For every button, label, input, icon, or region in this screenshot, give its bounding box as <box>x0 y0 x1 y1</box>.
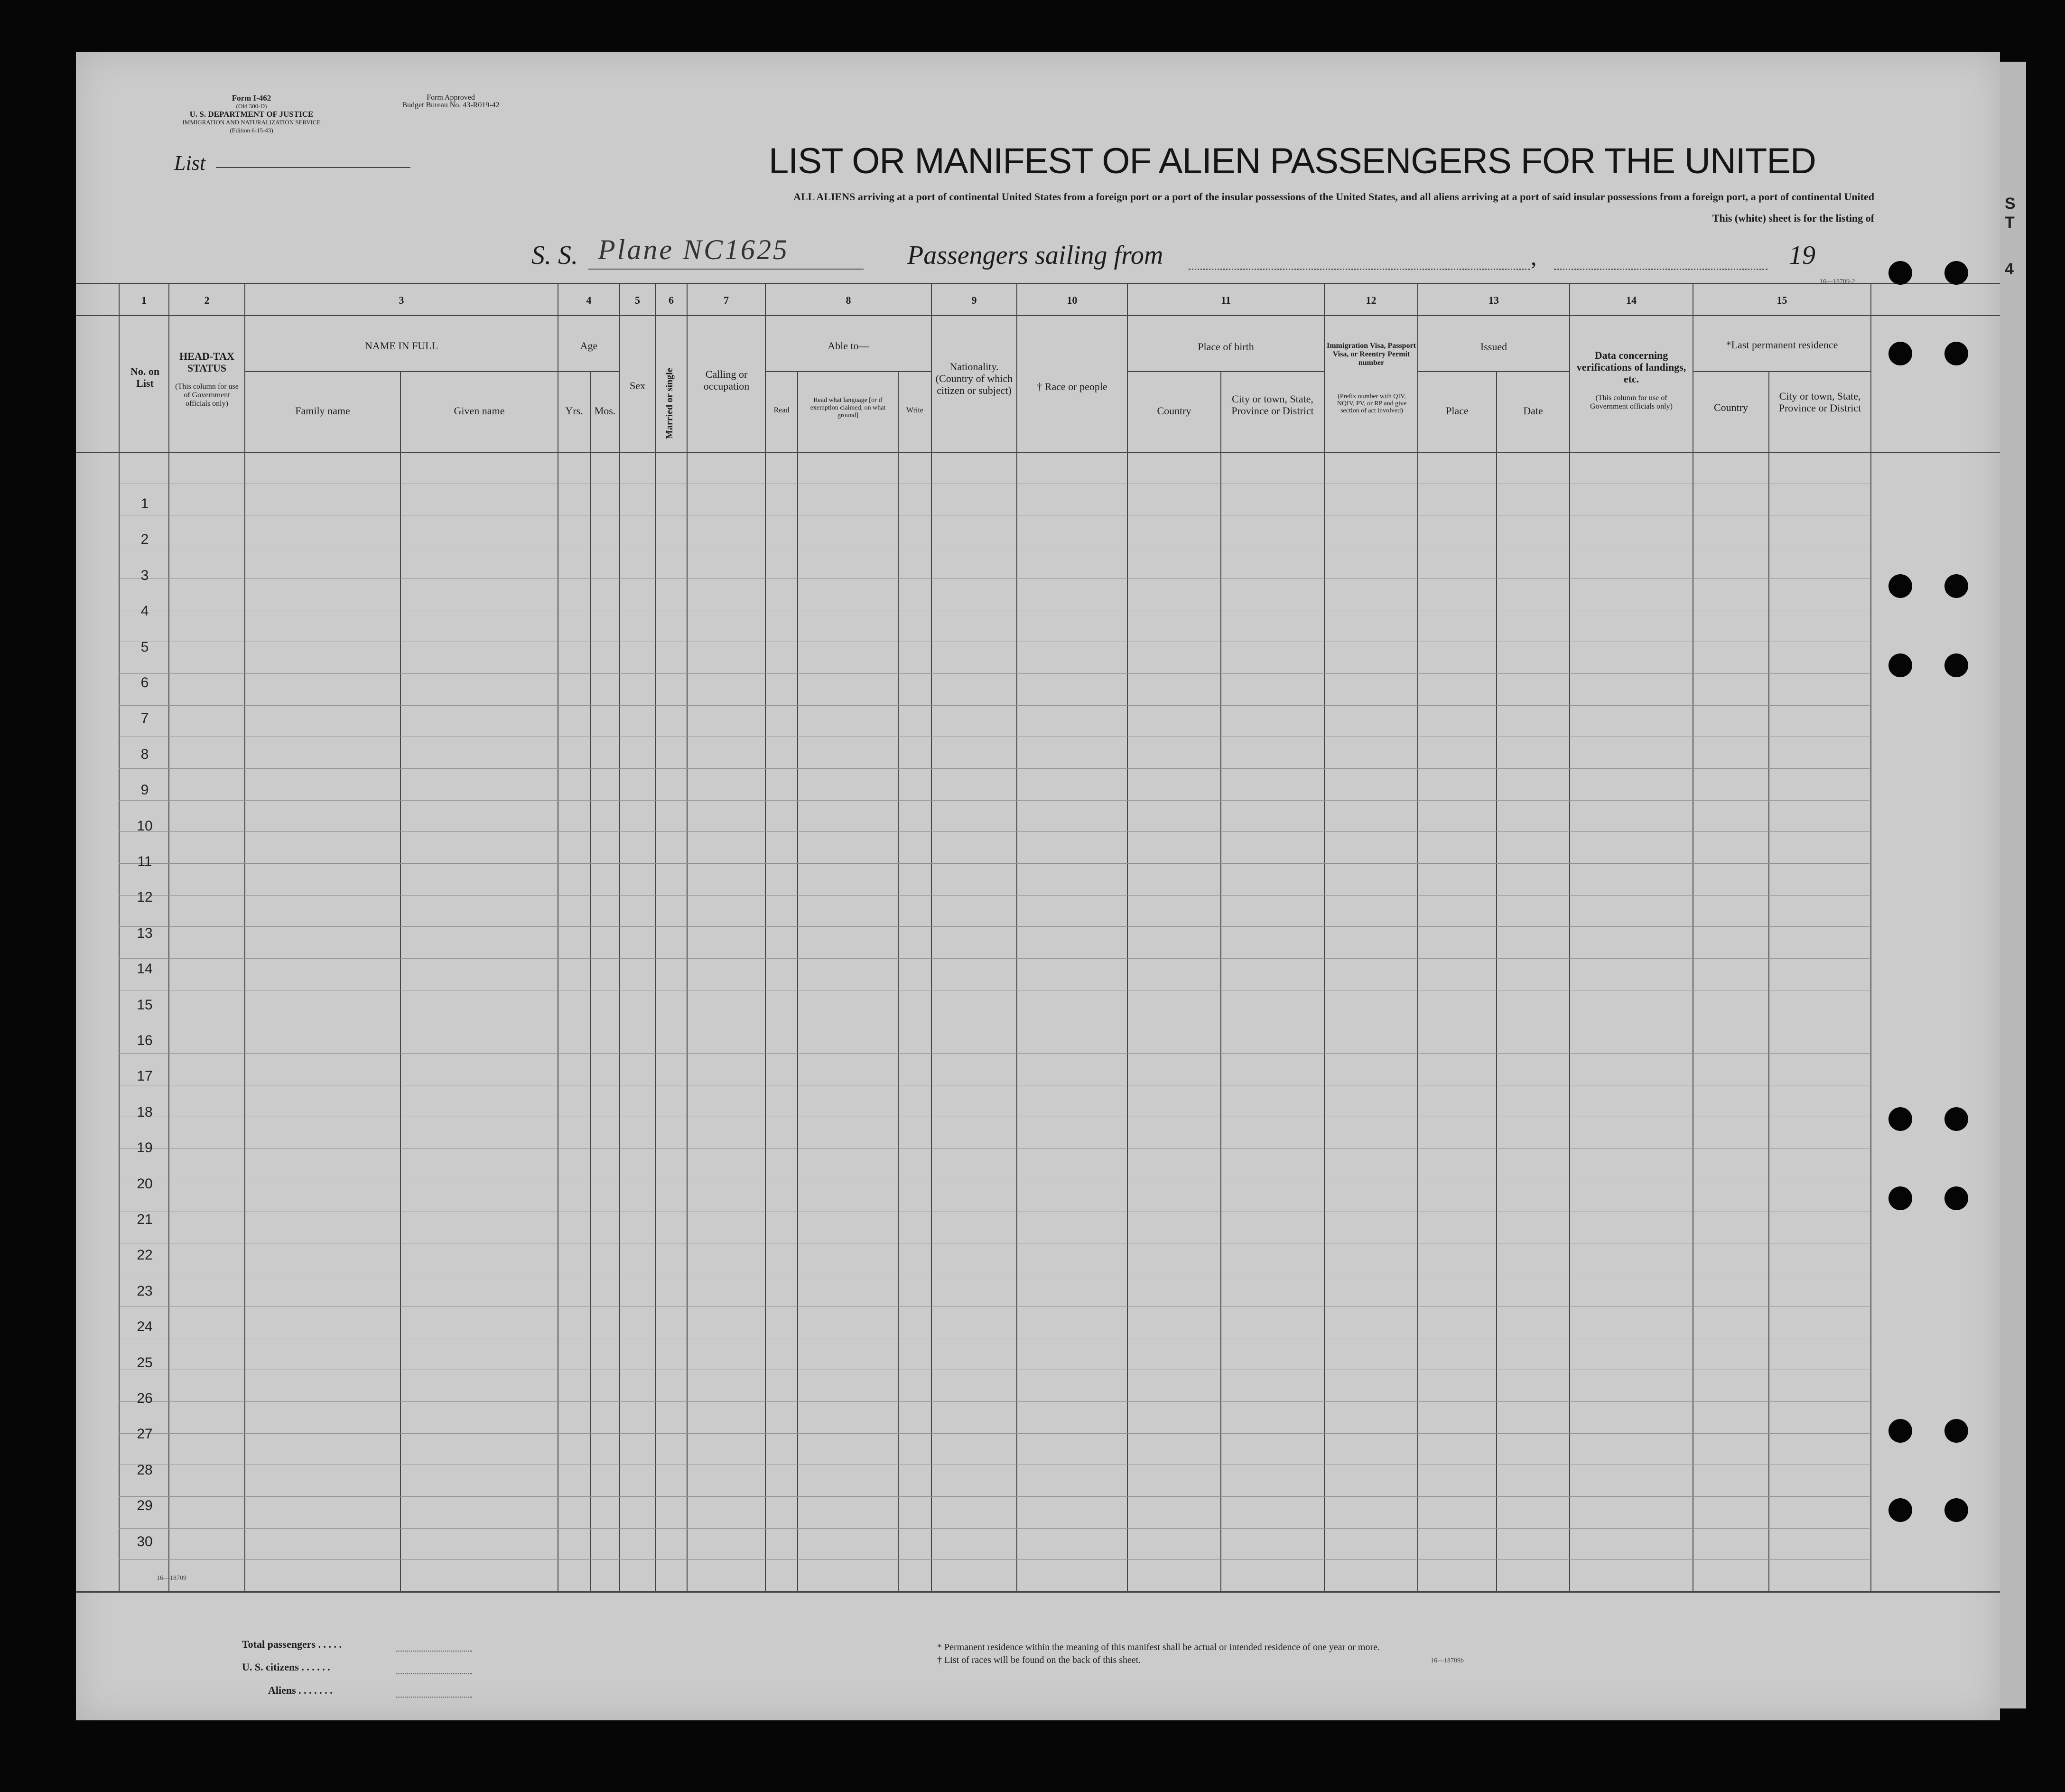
approval-block <box>375 94 527 109</box>
aliens-field[interactable] <box>396 1697 472 1698</box>
row-number: 6 <box>140 675 149 691</box>
header-last-residence: *Last permanent residence <box>1726 339 1838 351</box>
row-number: 24 <box>137 1319 153 1335</box>
col-number: 2 <box>204 294 210 306</box>
row-number: 16 <box>137 1033 153 1048</box>
row-number: 28 <box>137 1462 153 1478</box>
header-mos: Mos. <box>594 405 616 417</box>
ruled-line <box>119 1433 1870 1434</box>
total-passengers-field[interactable] <box>396 1651 472 1652</box>
ruled-line <box>119 705 1870 706</box>
punch-hole <box>1944 1186 1968 1210</box>
comma-separator: , <box>1531 243 1537 270</box>
sailing-from-label: Passengers sailing from <box>907 241 1163 270</box>
sailing-port-field[interactable] <box>1189 269 1530 270</box>
header-headtax-note: (This column for use of Government officials only) <box>175 383 239 408</box>
header-data-note: (This column for use of Government officials only) <box>1590 394 1673 411</box>
edge-char: S <box>2005 195 2016 213</box>
row-number: 23 <box>137 1283 153 1299</box>
row-number: 30 <box>137 1534 153 1549</box>
header-city2: City or town, State, Province or District <box>1778 390 1861 414</box>
col-divider <box>1569 283 1570 1592</box>
header-date: Date <box>1523 405 1543 417</box>
us-citizens-field[interactable] <box>396 1673 472 1674</box>
col-divider <box>590 371 591 1592</box>
form-code: 16—18709-2 <box>1820 278 1855 285</box>
subtitle-line-2: This (white) sheet is for the listing of <box>1712 212 1874 224</box>
row-number: 11 <box>137 854 152 869</box>
row-number: 15 <box>137 997 153 1013</box>
row-number: 1 <box>140 496 149 512</box>
ruled-line <box>119 863 1870 864</box>
punch-hole <box>1888 1419 1912 1443</box>
col-number: 11 <box>1221 294 1231 306</box>
col-divider <box>797 371 798 1592</box>
header-headtax: HEAD-TAX STATUS <box>179 350 234 374</box>
punch-hole <box>1888 574 1912 598</box>
punch-hole <box>1888 261 1912 285</box>
row-number: 3 <box>140 568 149 583</box>
row-number: 22 <box>137 1247 153 1263</box>
row-number: 19 <box>137 1140 153 1156</box>
residence-subheader-rule <box>1693 371 1870 372</box>
col-divider <box>1496 371 1497 1592</box>
col-number: 8 <box>846 294 851 306</box>
age-subheader-rule <box>558 371 619 372</box>
aliens-label: Aliens . . . . . . . <box>268 1684 333 1696</box>
col-divider <box>765 283 766 1592</box>
col-number: 12 <box>1366 294 1377 306</box>
ruled-line <box>119 1401 1870 1402</box>
total-passengers-label: Total passengers . . . . . <box>242 1638 342 1650</box>
row-number: 20 <box>137 1176 153 1192</box>
approval-label: Form Approved <box>427 93 475 102</box>
row-number: 9 <box>140 782 149 798</box>
ruled-line <box>119 831 1870 832</box>
row-number: 2 <box>140 532 149 547</box>
punch-hole <box>1944 261 1968 285</box>
header-place: Place <box>1446 405 1469 417</box>
header-visa-note: (Prefix number with QIV, NQIV, PV, or RP and give section of act involved) <box>1337 393 1407 414</box>
col-divider <box>1768 371 1769 1592</box>
punch-hole <box>1944 653 1968 677</box>
issued-subheader-rule <box>1417 371 1569 372</box>
row-number: 29 <box>137 1498 153 1513</box>
row-number: 7 <box>140 710 149 726</box>
department-name: U. S. DEPARTMENT OF JUSTICE <box>189 110 314 119</box>
punch-hole <box>1944 342 1968 365</box>
punch-hole <box>1944 574 1968 598</box>
us-citizens-label: U. S. citizens . . . . . . <box>242 1661 330 1673</box>
header-name-in-full: NAME IN FULL <box>365 340 438 352</box>
row-number: 25 <box>137 1355 153 1371</box>
edge-char: 4 <box>2005 260 2014 278</box>
row-number: 12 <box>137 889 153 905</box>
footnote-permanent: * Permanent residence within the meaning of this manifest shall be actual or intended residence of one year or more. <box>937 1642 1380 1652</box>
row-number: 27 <box>137 1426 153 1442</box>
ship-name-handwritten: Plane NC1625 <box>598 234 789 265</box>
header-calling: Calling or occupation <box>703 368 750 392</box>
col-number: 1 <box>141 294 147 306</box>
col-number: 10 <box>1067 294 1078 306</box>
edition: (Edition 6-15-43) <box>230 127 273 134</box>
table-top-rule <box>76 283 2000 284</box>
header-data-concerning: Data concerning verifications of landings, etc. <box>1576 349 1686 385</box>
edge-char: T <box>2005 214 2015 232</box>
adjacent-page-edge <box>2000 62 2026 1708</box>
row-number: 26 <box>137 1391 153 1406</box>
ruled-line <box>119 673 1870 674</box>
col-divider <box>1127 283 1128 1592</box>
name-subheader-rule <box>244 371 558 372</box>
col-divider <box>898 371 899 1592</box>
row-number: 21 <box>137 1212 153 1227</box>
col-divider <box>687 283 688 1592</box>
header-yrs: Yrs. <box>565 405 583 417</box>
col-divider <box>619 283 620 1592</box>
birth-subheader-rule <box>1127 371 1324 372</box>
header-place-of-birth: Place of birth <box>1198 341 1254 353</box>
row-number: 10 <box>137 818 153 834</box>
col-number: 14 <box>1626 294 1637 306</box>
left-border <box>119 283 120 1592</box>
header-read: Read <box>773 406 790 414</box>
row-number: 14 <box>137 961 153 977</box>
form-number: Form I-462 <box>232 93 271 103</box>
header-country2: Country <box>1713 401 1749 413</box>
ruled-line <box>119 895 1870 896</box>
ruled-line <box>119 768 1870 769</box>
header-write: Write <box>906 406 923 414</box>
form-code-footer: 16—18709b <box>1431 1657 1464 1664</box>
year-prefix: 19 <box>1789 241 1815 270</box>
page-title: LIST OR MANIFEST OF ALIEN PASSENGERS FOR THE UNITED <box>769 141 1816 181</box>
row-number: 5 <box>140 639 149 655</box>
header-visa: Immigration Visa, Passport Visa, or Reentry Permit number <box>1327 342 1416 367</box>
ruled-line <box>119 800 1870 801</box>
row-number: 17 <box>137 1068 153 1084</box>
ss-label: S. S. <box>531 241 578 270</box>
ruled-line <box>119 1559 1870 1560</box>
header-no-on-list: No. on List <box>130 365 160 389</box>
punch-hole <box>1888 653 1912 677</box>
col-divider <box>931 283 932 1592</box>
row-number: 4 <box>140 603 149 619</box>
form-code-bottom: 16—18709 <box>157 1575 186 1582</box>
col-number: 5 <box>635 294 640 306</box>
able-subheader-rule <box>765 371 931 372</box>
ruled-line <box>119 1528 1870 1529</box>
col-divider <box>1417 283 1418 1592</box>
col-number: 13 <box>1488 294 1499 306</box>
row-number: 13 <box>137 925 153 941</box>
header-country: Country <box>1157 405 1191 417</box>
ship-name-field[interactable] <box>588 269 864 270</box>
punch-hole <box>1888 342 1912 365</box>
header-read-language: Read what language [or if exemption claimed, on what ground] <box>810 397 886 419</box>
sailing-date-field[interactable] <box>1554 269 1767 270</box>
header-issued: Issued <box>1480 341 1507 353</box>
ruled-line <box>119 1496 1870 1497</box>
service-name: IMMIGRATION AND NATURALIZATION SERVICE <box>182 119 321 126</box>
header-city: City or town, State, Province or District <box>1231 393 1314 417</box>
col-number: 6 <box>669 294 674 306</box>
punch-hole <box>1944 1419 1968 1443</box>
header-able-to: Able to— <box>828 340 869 352</box>
col-divider <box>400 371 401 1592</box>
col-number: 7 <box>724 294 729 306</box>
old-form-number: (Old 500-D) <box>236 103 267 110</box>
col-number: 4 <box>586 294 592 306</box>
header-family-name: Family name <box>295 405 350 417</box>
col-divider <box>1324 283 1325 1592</box>
punch-hole <box>1944 1498 1968 1522</box>
punch-hole <box>1944 1107 1968 1131</box>
footnote-races: † List of races will be found on the back of this sheet. <box>937 1655 1141 1665</box>
header-bottom-rule <box>76 452 2000 453</box>
form-identifier <box>157 94 346 134</box>
column-number-rule <box>76 315 2000 316</box>
col-divider <box>1220 371 1221 1592</box>
header-race: † Race or people <box>1037 381 1107 392</box>
table-bottom-rule <box>76 1591 2000 1593</box>
ruled-line <box>119 958 1870 959</box>
ruled-line <box>119 1053 1870 1054</box>
header-age: Age <box>580 340 598 352</box>
header-given-name: Given name <box>454 405 505 417</box>
header-sex: Sex <box>630 380 645 392</box>
header-nationality: Nationality. (Country of which citizen or subject) <box>935 361 1013 396</box>
punch-hole <box>1888 1107 1912 1131</box>
punch-hole <box>1888 1498 1912 1522</box>
list-number-field[interactable] <box>216 167 410 168</box>
col-divider <box>655 283 656 1592</box>
row-number: 18 <box>137 1104 153 1120</box>
col-divider <box>1016 283 1017 1592</box>
row-number: 8 <box>140 747 149 762</box>
col-number: 9 <box>971 294 977 306</box>
header-married: Married or single <box>664 368 675 439</box>
col-number: 15 <box>1777 294 1787 306</box>
budget-number: Budget Bureau No. 43-R019-42 <box>402 101 500 109</box>
right-border <box>1870 283 1871 1592</box>
ruled-line <box>119 926 1870 927</box>
list-label: List <box>174 151 206 175</box>
subtitle-line-1: ALL ALIENS arriving at a port of continental United States from a foreign port or a port of the insular possessions of the United States, and all aliens arriving at a port of said insular possessions from a foreign port, a port of continental United <box>793 191 1874 203</box>
col-number: 3 <box>399 294 404 306</box>
col-divider <box>168 283 169 1592</box>
col-divider <box>244 283 245 1592</box>
punch-hole <box>1888 1186 1912 1210</box>
